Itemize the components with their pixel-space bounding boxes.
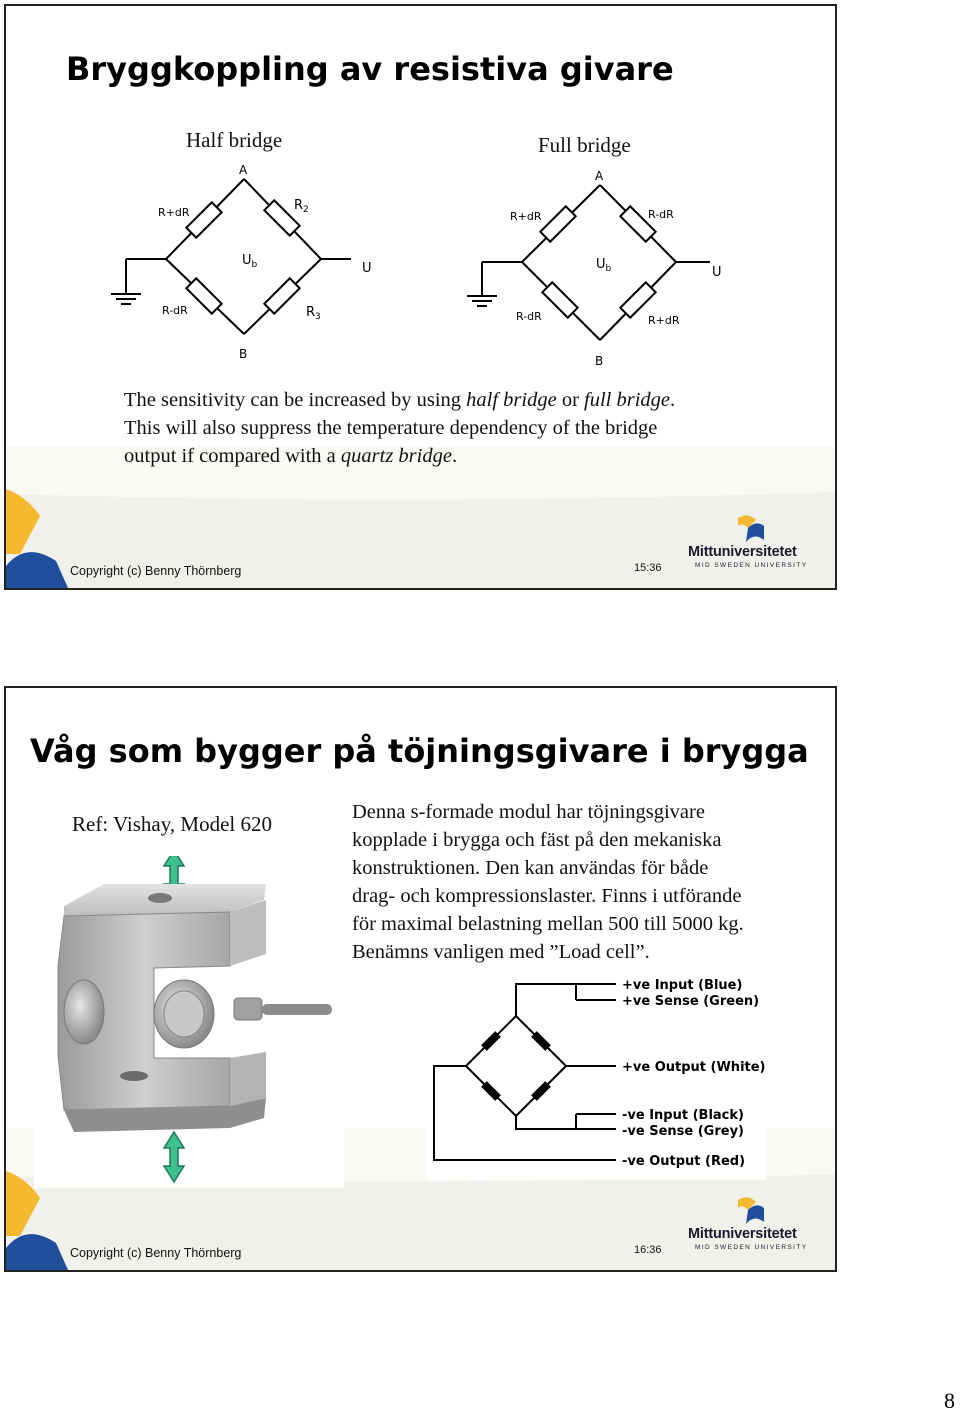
- node-a-label: A: [239, 163, 248, 177]
- node-a-label: A: [595, 169, 604, 183]
- r-top-left-label: R+dR: [158, 206, 190, 219]
- slide-time: 16:36: [634, 1244, 662, 1256]
- university-subtitle: MID SWEDEN UNIVERSITY: [695, 562, 808, 569]
- university-logo-icon: [734, 512, 768, 544]
- wire-sense-pos: +ve Sense (Green): [622, 994, 760, 1009]
- page-number: 8: [944, 1388, 955, 1413]
- slide-time: 15:36: [634, 562, 662, 574]
- node-b-label: B: [595, 354, 604, 368]
- r-bottom-left-label: R-dR: [162, 304, 188, 317]
- description-line: konstruktionen. Den kan användas för både: [352, 857, 709, 879]
- description-line: Benämns vanligen med ”Load cell”.: [352, 941, 650, 963]
- description-line: kopplade i brygga och fäst på den mekaniska: [352, 829, 722, 851]
- wiring-diagram: [426, 964, 766, 1180]
- supply-label: $U_b$: [242, 253, 258, 270]
- university-logo-icon: [734, 1194, 768, 1226]
- wire-input-pos: +ve Input (Blue): [622, 978, 743, 993]
- description-line: drag- och kompressionslaster. Finns i utförande: [352, 885, 742, 907]
- description-text: [352, 798, 744, 966]
- university-subtitle: MID SWEDEN UNIVERSITY: [695, 1244, 808, 1251]
- wire-sense-neg: -ve Sense (Grey): [622, 1124, 744, 1139]
- wire-output-pos: +ve Output (White): [622, 1060, 766, 1075]
- r-bottom-left-label: R-dR: [516, 310, 542, 323]
- half-bridge-diagram: [96, 154, 376, 366]
- reference-text: Ref: Vishay, Model 620: [72, 812, 272, 836]
- university-name: Mittuniversitetet: [688, 544, 797, 560]
- load-cell-image: [34, 856, 344, 1196]
- output-label: U: [712, 265, 722, 280]
- copyright: Copyright (c) Benny Thörnberg: [70, 564, 242, 578]
- wire-input-neg: -ve Input (Black): [622, 1108, 744, 1123]
- half-bridge-label: Half bridge: [186, 128, 283, 152]
- slide-title: Bryggkoppling av resistiva givare: [66, 50, 674, 88]
- supply-label: $U_b$: [596, 257, 612, 274]
- university-name: Mittuniversitetet: [688, 1226, 797, 1242]
- full-bridge-diagram: [454, 160, 730, 370]
- copyright: Copyright (c) Benny Thörnberg: [70, 1246, 242, 1260]
- slide-load-cell: [4, 686, 837, 1272]
- body-text: The sensitivity can be increased by using half bridge or full bridge. This will also suppress the temperature dependency of the bridge output if compared with a quartz bridge.: [124, 389, 676, 467]
- description-line: Denna s-formade modul har töjningsgivare: [352, 801, 705, 823]
- r-top-left-label: R+dR: [510, 210, 542, 223]
- r-top-right-label: R-dR: [648, 208, 674, 221]
- node-b-label: B: [239, 347, 248, 361]
- r-bottom-right-label: R+dR: [648, 314, 680, 327]
- full-bridge-label: Full bridge: [538, 133, 631, 157]
- r-bottom-right-label: $R_3$: [306, 305, 321, 322]
- slide-title: Våg som bygger på töjningsgivare i brygga: [30, 732, 809, 770]
- r-top-right-label: $R_2$: [294, 198, 309, 215]
- wire-output-neg: -ve Output (Red): [622, 1154, 746, 1169]
- output-label: U: [362, 261, 372, 276]
- description-line: för maximal belastning mellan 500 till 5000 kg.: [352, 913, 744, 935]
- slide-bryggkoppling: [4, 4, 837, 590]
